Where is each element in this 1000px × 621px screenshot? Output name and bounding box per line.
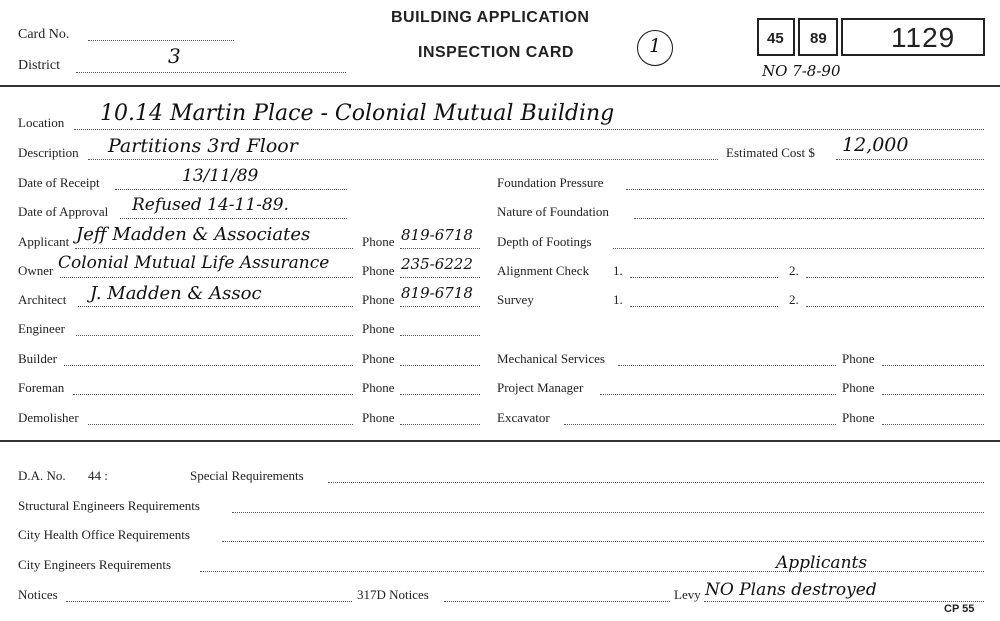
engineer-phone-label: Phone — [362, 321, 395, 336]
survey-2-label: 2. — [789, 292, 799, 307]
depth-footings-line — [613, 248, 984, 249]
levy-line — [704, 601, 984, 602]
applicant-line — [75, 248, 353, 249]
excavator-phone-label: Phone — [842, 410, 875, 425]
date-receipt-line — [115, 189, 347, 190]
notices-line — [66, 601, 352, 602]
excavator-line — [564, 424, 836, 425]
nature-foundation-line — [634, 218, 984, 219]
mechanical-services-label: Mechanical Services — [497, 351, 605, 366]
applicants-note: Applicants — [776, 553, 868, 573]
applicant-phone-line — [400, 248, 480, 249]
applicant-phone-label: Phone — [362, 234, 395, 249]
city-health-label: City Health Office Requirements — [18, 527, 190, 542]
owner-label: Owner — [18, 263, 54, 278]
form-code: CP 55 — [944, 603, 975, 615]
date-receipt-value: 13/11/89 — [182, 166, 259, 186]
da-no-value: 44 : — [88, 468, 108, 483]
mechanical-phone-line — [882, 365, 984, 366]
special-requirements-line — [328, 482, 984, 483]
circled-number — [637, 30, 673, 66]
builder-label: Builder — [18, 351, 57, 366]
applicant-value: Jeff Madden & Associates — [76, 224, 311, 245]
number-box-main — [841, 18, 985, 56]
district-label: District — [18, 58, 60, 73]
da-no-label: D.A. No. — [18, 468, 66, 483]
foreman-phone-line — [400, 394, 480, 395]
location-line — [74, 129, 984, 130]
project-manager-label: Project Manager — [497, 380, 584, 395]
project-manager-line — [600, 394, 836, 395]
date-approval-line — [120, 218, 347, 219]
card-no-label: Card No. — [18, 27, 70, 42]
excavator-label: Excavator — [497, 410, 550, 425]
card-no-line — [88, 40, 234, 41]
alignment-check-1-line — [630, 277, 778, 278]
estimated-cost-line — [836, 159, 984, 160]
owner-line — [60, 277, 353, 278]
title-line-1: BUILDING APPLICATION — [391, 9, 590, 26]
location-value: 10.14 Martin Place - Colonial Mutual Building — [100, 101, 615, 126]
builder-line — [64, 365, 353, 366]
architect-label: Architect — [18, 292, 67, 307]
number-box-b-value: 89 — [810, 30, 827, 47]
description-label: Description — [18, 145, 79, 160]
structural-engineers-line — [232, 512, 984, 513]
location-label: Location — [18, 115, 65, 130]
demolisher-label: Demolisher — [18, 410, 79, 425]
applicant-phone-value: 819-6718 — [401, 226, 473, 244]
city-engineers-label: City Engineers Requirements — [18, 557, 172, 572]
structural-engineers-label: Structural Engineers Requirements — [18, 498, 200, 513]
engineer-label: Engineer — [18, 321, 65, 336]
foreman-label: Foreman — [18, 380, 65, 395]
date-receipt-label: Date of Receipt — [18, 175, 100, 190]
project-manager-phone-label: Phone — [842, 380, 875, 395]
middle-divider — [0, 440, 1000, 442]
circled-number-value: 1 — [649, 35, 662, 57]
architect-line — [78, 306, 353, 307]
builder-phone-label: Phone — [362, 351, 395, 366]
notices-317d-line — [444, 601, 670, 602]
notices-317d-label: 317D Notices — [357, 587, 429, 602]
alignment-check-2-label: 2. — [789, 263, 799, 278]
district-line — [76, 72, 346, 73]
number-box-main-value: 1129 — [891, 22, 956, 53]
notices-label: Notices — [18, 587, 58, 602]
number-box-a-value: 45 — [767, 30, 784, 47]
date-approval-label: Date of Approval — [18, 204, 109, 219]
depth-footings-label: Depth of Footings — [497, 234, 592, 249]
levy-value: NO Plans destroyed — [705, 580, 877, 600]
engineer-line — [76, 335, 353, 336]
applicant-label: Applicant — [18, 234, 70, 249]
date-approval-value: Refused 14-11-89. — [132, 195, 289, 215]
engineer-phone-line — [400, 335, 480, 336]
project-manager-phone-line — [882, 394, 984, 395]
foreman-phone-label: Phone — [362, 380, 395, 395]
survey-2-line — [806, 306, 984, 307]
owner-phone-label: Phone — [362, 263, 395, 278]
owner-value: Colonial Mutual Life Assurance — [58, 253, 330, 273]
number-box-b — [798, 18, 838, 56]
excavator-phone-line — [882, 424, 984, 425]
alignment-check-2-line — [806, 277, 984, 278]
nature-foundation-label: Nature of Foundation — [497, 204, 609, 219]
card-no-value: 3 — [168, 44, 181, 68]
number-box-a — [757, 18, 795, 56]
owner-phone-line — [400, 277, 480, 278]
architect-phone-line — [400, 306, 480, 307]
levy-label: Levy — [674, 587, 701, 602]
title-line-2: INSPECTION CARD — [418, 44, 574, 61]
alignment-check-label: Alignment Check — [497, 263, 590, 278]
architect-value: J. Madden & Assoc — [90, 283, 262, 304]
survey-1-line — [630, 306, 778, 307]
builder-phone-line — [400, 365, 480, 366]
demolisher-phone-line — [400, 424, 480, 425]
owner-phone-value: 235-6222 — [401, 255, 473, 273]
demolisher-line — [88, 424, 353, 425]
description-value: Partitions 3rd Floor — [108, 135, 298, 157]
foreman-line — [73, 394, 353, 395]
mechanical-services-line — [618, 365, 836, 366]
note-under-box: NO 7-8-90 — [762, 62, 841, 80]
foundation-pressure-line — [626, 189, 984, 190]
mechanical-phone-label: Phone — [842, 351, 875, 366]
top-divider — [0, 85, 1000, 87]
survey-label: Survey — [497, 292, 534, 307]
architect-phone-value: 819-6718 — [401, 284, 473, 302]
demolisher-phone-label: Phone — [362, 410, 395, 425]
description-line — [88, 159, 718, 160]
special-requirements-label: Special Requirements — [190, 468, 304, 483]
alignment-check-1-label: 1. — [613, 263, 623, 278]
estimated-cost-label: Estimated Cost $ — [726, 145, 815, 160]
architect-phone-label: Phone — [362, 292, 395, 307]
foundation-pressure-label: Foundation Pressure — [497, 175, 604, 190]
estimated-cost-value: 12,000 — [842, 134, 909, 156]
city-health-line — [222, 541, 984, 542]
survey-1-label: 1. — [613, 292, 623, 307]
